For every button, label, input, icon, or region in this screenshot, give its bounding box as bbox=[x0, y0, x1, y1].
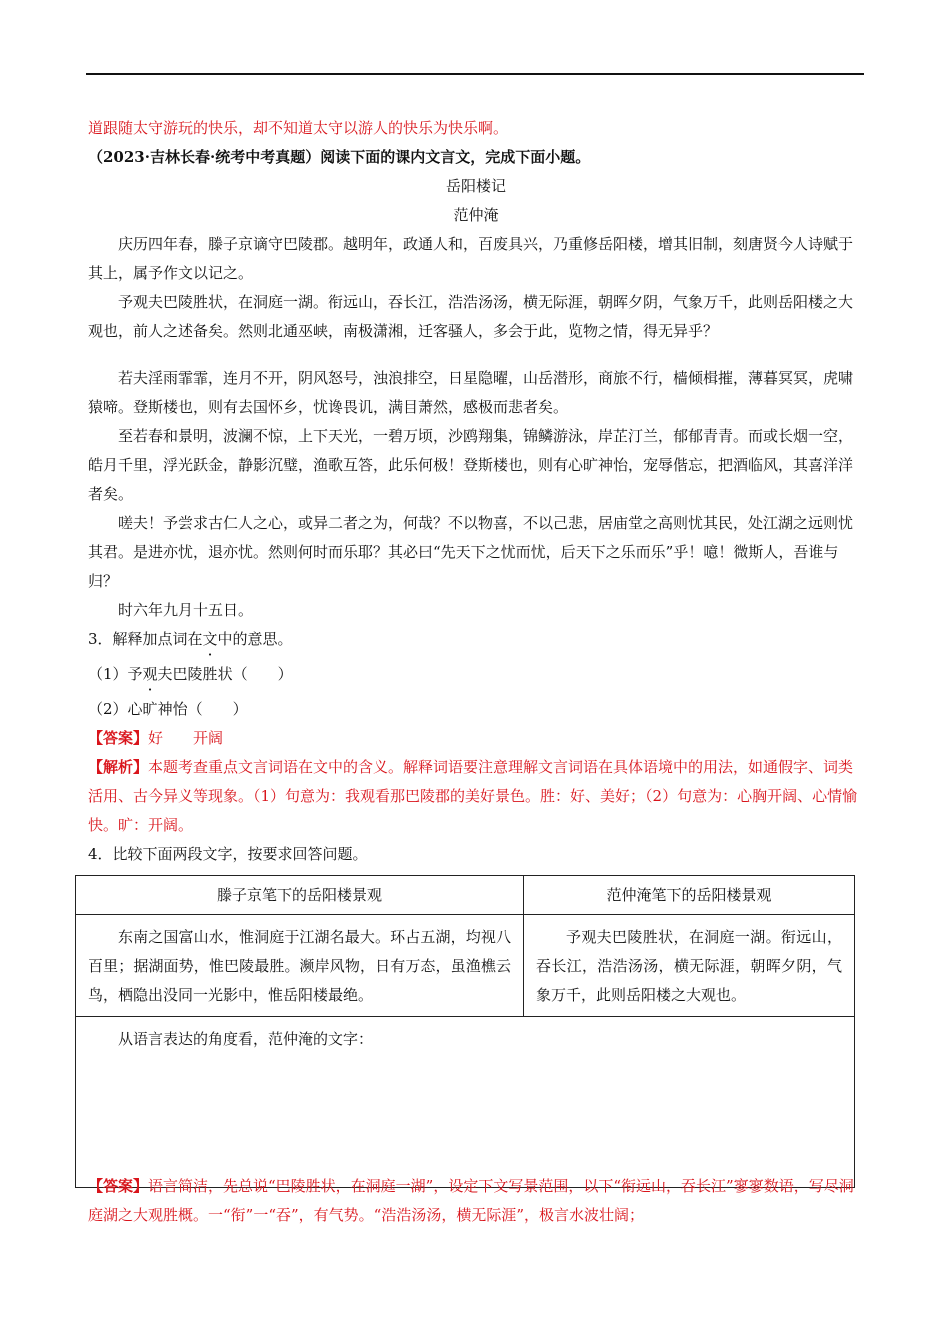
emphasis-dot-char: 旷 bbox=[142, 700, 158, 718]
q3-item-1: （1）予观夫巴陵胜状（ ） bbox=[88, 660, 864, 689]
q4-answer: 【答案】语言简洁，先总说“巴陵胜状，在洞庭一湖”，设定下文写景范围，以下“衔远山，吞长江”寥寥数语，写尽洞庭湖之大观胜概。一“衔”一“吞”，有气势。“浩浩汤汤，横无际涯”，极言水波壮阔； bbox=[88, 1177, 854, 1224]
comparison-table bbox=[75, 875, 855, 1188]
essay-author: 范仲淹 bbox=[453, 206, 499, 224]
q4-answer-block bbox=[88, 1172, 864, 1230]
table-cell-right: 予观夫巴陵胜状，在洞庭一湖。衔远山，吞长江，浩浩汤汤，横无际涯，朝晖夕阴，气象万千，此则岳阳楼之大观也。 bbox=[524, 915, 855, 1017]
content-area bbox=[88, 114, 864, 869]
question-header: （2023·吉林长春·统考中考真题）阅读下面的课内文言文，完成下面小题。 bbox=[88, 148, 591, 166]
essay-paragraph-2: 予观夫巴陵胜状，在洞庭一湖。衔远山，吞长江，浩浩汤汤，横无际涯，朝晖夕阴，气象万千，此则岳阳楼之大观也，前人之述备矣。然则北通巫峡，南极潇湘，迁客骚人，多会于此，览物之情，得无异乎？ bbox=[88, 293, 854, 340]
essay-paragraph-4: 至若春和景明，波澜不惊，上下天光，一碧万顷，沙鸥翔集，锦鳞游泳，岸芷汀兰，郁郁青青。而或长烟一空，皓月千里，浮光跃金，静影沉璧，渔歌互答，此乐何极！登斯楼也，则有心旷神怡，宠辱偕忘，把酒临风，其喜洋洋者矣。 bbox=[88, 427, 854, 503]
q4-stem: 4．比较下面两段文字，按要求回答问题。 bbox=[88, 845, 368, 863]
table-header-right: 范仲淹笔下的岳阳楼景观 bbox=[524, 876, 855, 915]
previous-answer-tail: 道跟随太守游玩的快乐，却不知道太守以游人的快乐为快乐啊。 bbox=[88, 119, 509, 137]
emphasis-dot-char: 胜 bbox=[202, 665, 218, 683]
q3-answer: 【答案】好 开阔 bbox=[88, 729, 224, 747]
answer-area[interactable] bbox=[76, 1017, 855, 1188]
table-cell-left: 东南之国富山水，惟洞庭于江湖名最大。环占五湖，均视八百里；据湖面势，惟巴陵最胜。濒岸风物，日有万态，虽渔樵云鸟，栖隐出没同一光影中，惟岳阳楼最绝。 bbox=[76, 915, 524, 1017]
essay-paragraph-5: 嗟夫！予尝求古仁人之心，或异二者之为，何哉？不以物喜，不以己悲，居庙堂之高则忧其民，处江湖之远则忧其君。是进亦忧，退亦忧。然则何时而乐耶？其必曰“先天下之忧而忧，后天下之乐而乐”乎！噫！微斯人，吾谁与归？ bbox=[88, 514, 854, 590]
table-header-left: 滕子京笔下的岳阳楼景观 bbox=[76, 876, 524, 915]
answer-prompt: 从语言表达的角度看，范仲淹的文字： bbox=[118, 1030, 374, 1048]
q3-item-2: （2）心旷神怡（ ） bbox=[88, 695, 864, 724]
essay-paragraph-6: 时六年九月十五日。 bbox=[118, 601, 254, 619]
essay-paragraph-1: 庆历四年春，滕子京谪守巴陵郡。越明年，政通人和，百废具兴，乃重修岳阳楼，增其旧制，刻唐贤今人诗赋于其上，属予作文以记之。 bbox=[88, 235, 854, 282]
essay-paragraph-3: 若夫淫雨霏霏，连月不开，阴风怒号，浊浪排空，日星隐曜，山岳潜形，商旅不行，樯倾楫摧，薄暮冥冥，虎啸猿啼。登斯楼也，则有去国怀乡，忧谗畏讥，满目萧然，感极而悲者矣。 bbox=[88, 369, 854, 416]
header-rule bbox=[86, 73, 864, 75]
q3-analysis: 【解析】本题考查重点文言词语在文中的含义。解释词语要注意理解文言词语在具体语境中的用法，如通假字、词类活用、古今异义等现象。（1）句意为：我观看那巴陵郡的美好景色。胜：好、美好；（2）句意为：心胸开阔、心情愉快。旷：开阔。 bbox=[88, 758, 858, 834]
essay-title: 岳阳楼记 bbox=[445, 177, 506, 195]
q3-stem: 3．解释加点词在文中的意思。 bbox=[88, 630, 293, 648]
